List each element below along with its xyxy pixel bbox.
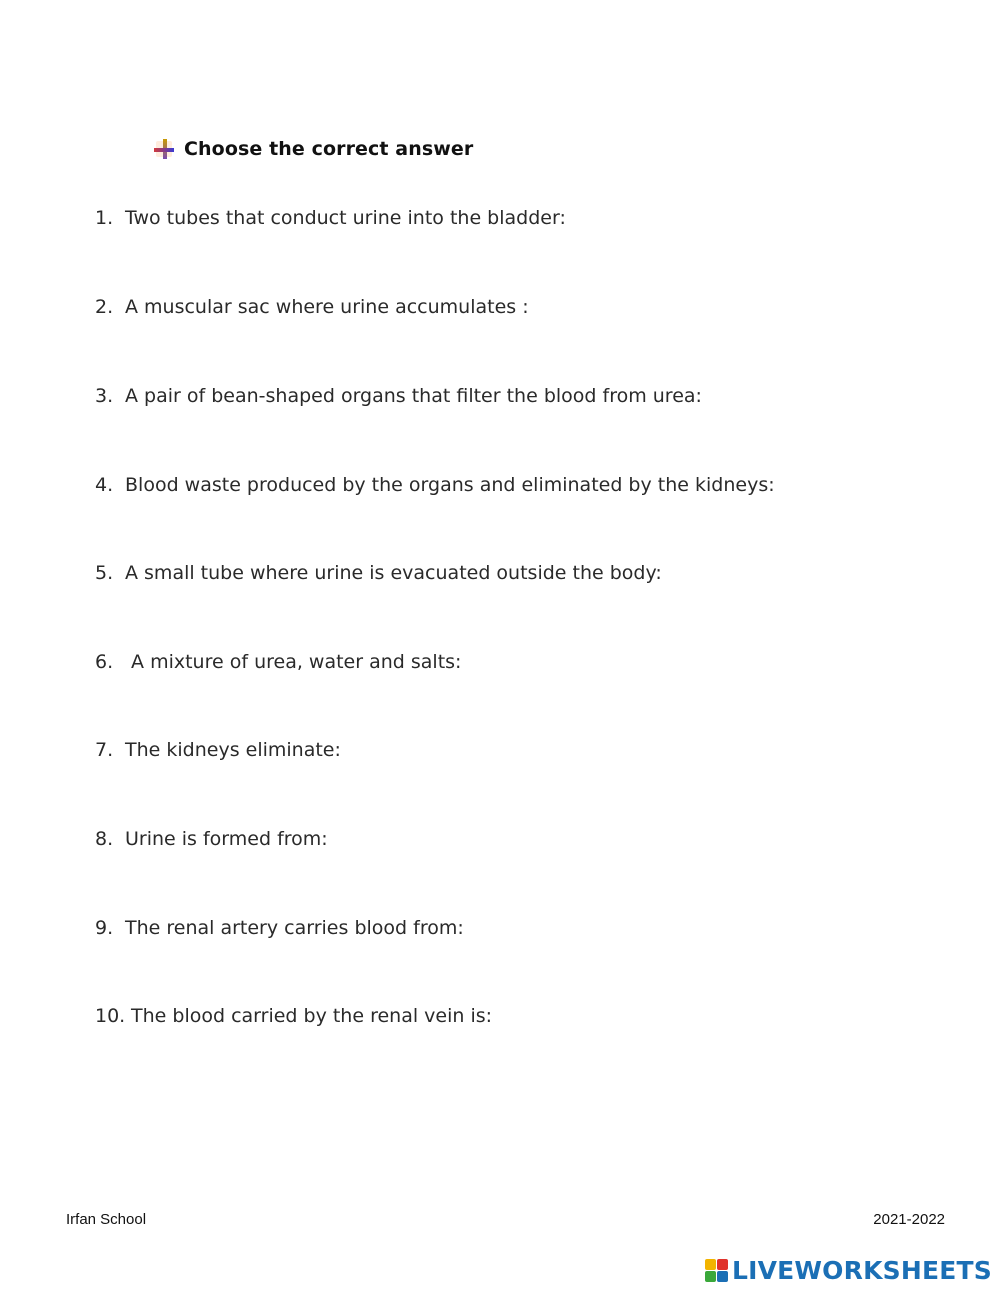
question-number: 7. bbox=[95, 739, 114, 761]
question-8 bbox=[95, 826, 328, 852]
question-text: Two tubes that conduct urine into the bladder: bbox=[125, 207, 566, 229]
footer-school-year: 2021-2022 bbox=[873, 1211, 945, 1228]
question-number: 9. bbox=[95, 917, 114, 939]
question-4 bbox=[95, 472, 775, 498]
question-text: Urine is formed from: bbox=[125, 828, 328, 850]
question-6 bbox=[95, 649, 461, 675]
heading-text: Choose the correct answer bbox=[184, 138, 474, 160]
question-number: 3. bbox=[95, 385, 114, 407]
logo-square-red bbox=[717, 1259, 728, 1270]
liveworksheets-logo-text: LIVEWORKSHEETS bbox=[731, 1255, 992, 1285]
question-number: 6. bbox=[95, 651, 114, 673]
logo-square-green bbox=[705, 1271, 716, 1282]
question-text: A mixture of urea, water and salts: bbox=[125, 651, 462, 673]
question-text: The renal artery carries blood from: bbox=[125, 917, 464, 939]
question-number: 4. bbox=[95, 474, 114, 496]
liveworksheets-logo-icon bbox=[705, 1259, 728, 1282]
question-number: 10. bbox=[95, 1005, 126, 1027]
four-point-star-bullet-icon bbox=[153, 138, 175, 160]
footer-school-name: Irfan School bbox=[66, 1211, 147, 1228]
question-text: The kidneys eliminate: bbox=[125, 739, 341, 761]
question-text: The blood carried by the renal vein is: bbox=[131, 1005, 493, 1027]
question-7 bbox=[95, 737, 341, 763]
question-5 bbox=[95, 560, 662, 586]
section-heading bbox=[153, 136, 473, 162]
question-1 bbox=[95, 205, 566, 231]
logo-square-blue bbox=[717, 1271, 728, 1282]
question-number: 1. bbox=[95, 207, 114, 229]
question-3 bbox=[95, 383, 702, 409]
question-2 bbox=[95, 294, 529, 320]
liveworksheets-logo[interactable] bbox=[705, 1254, 992, 1286]
question-number: 8. bbox=[95, 828, 114, 850]
question-number: 2. bbox=[95, 296, 114, 318]
question-9 bbox=[95, 915, 464, 941]
logo-square-yellow bbox=[705, 1259, 716, 1270]
question-text: A pair of bean-shaped organs that filter the blood from urea: bbox=[125, 385, 702, 407]
question-text: Blood waste produced by the organs and eliminated by the kidneys: bbox=[125, 474, 775, 496]
question-text: A small tube where urine is evacuated outside the body: bbox=[125, 562, 662, 584]
question-10 bbox=[95, 1003, 492, 1029]
question-number: 5. bbox=[95, 562, 114, 584]
question-text: A muscular sac where urine accumulates : bbox=[125, 296, 529, 318]
